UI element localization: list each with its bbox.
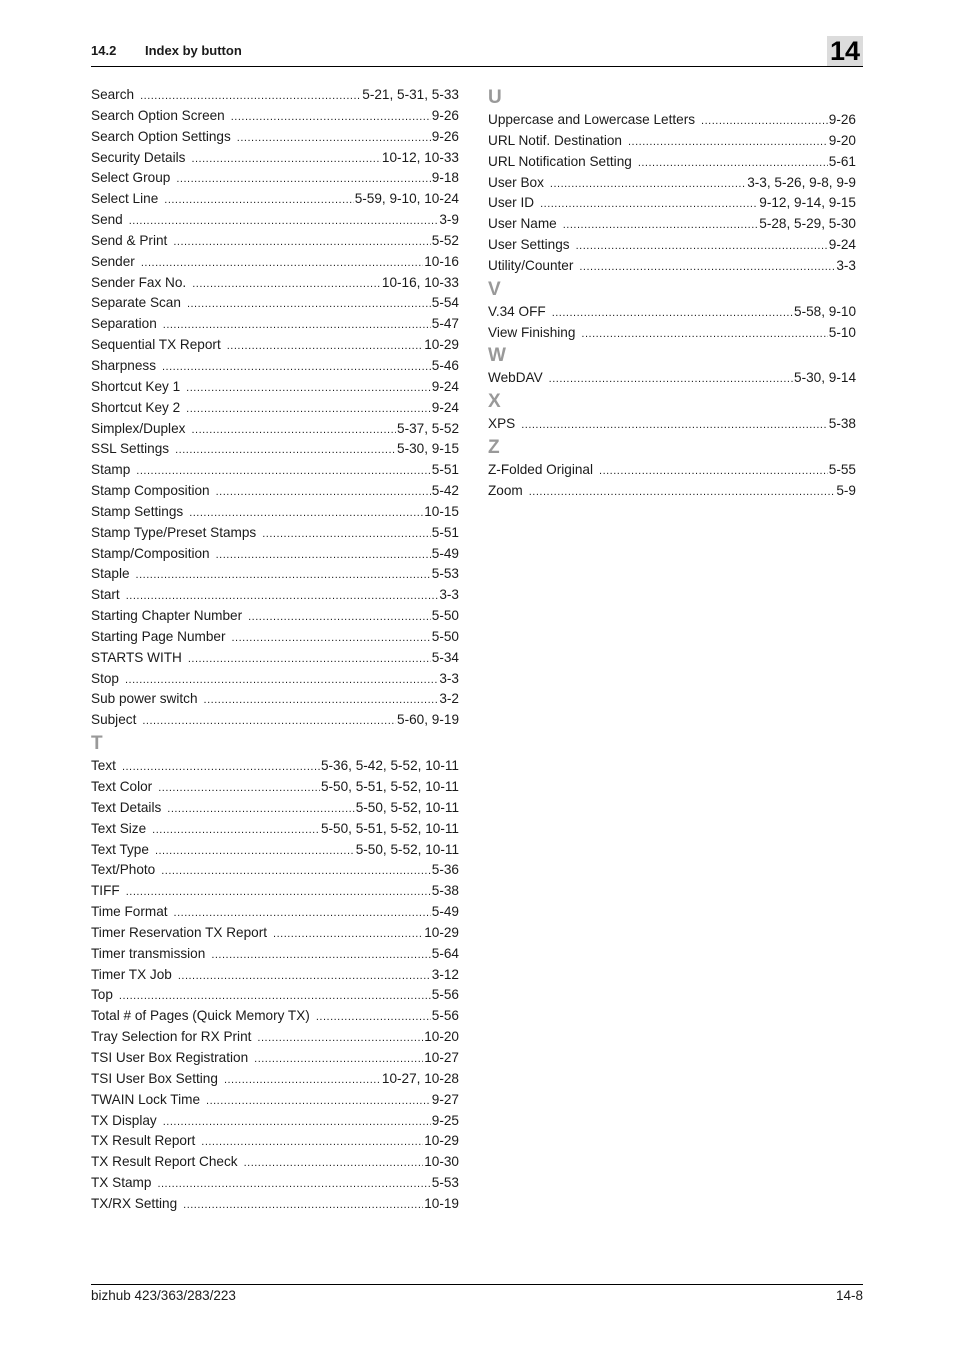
index-entry-term: Utility/Counter: [488, 257, 574, 273]
index-entry-term: Text Size: [91, 820, 147, 836]
index-letter-heading: W: [488, 345, 506, 367]
index-entry: [91, 1006, 459, 1027]
index-entry-term: STARTS WITH: [91, 649, 182, 665]
dot-leader: [189, 503, 423, 524]
index-letter-heading: V: [488, 278, 501, 300]
index-entry: [91, 1173, 459, 1194]
index-entry-pages: 5-61: [828, 153, 856, 169]
index-entry-term: View Finishing: [488, 324, 576, 340]
index-entry-term: User Name: [488, 216, 557, 232]
index-entry-pages: 3-3: [836, 257, 856, 273]
dot-leader: [211, 945, 430, 966]
dot-leader: [126, 586, 439, 607]
index-entry-pages: 3-3, 5-26, 9-8, 9-9: [747, 174, 856, 190]
index-entry: [91, 1152, 459, 1173]
index-entry: [91, 860, 459, 881]
index-entry: [91, 777, 459, 798]
index-entry: [91, 252, 459, 273]
index-entry-pages: 3-9: [439, 212, 459, 228]
dot-leader: [141, 253, 423, 274]
index-entry-pages: 9-26: [431, 107, 459, 123]
dot-leader: [257, 1028, 423, 1049]
index-entry-pages: 5-50, 5-52, 10-11: [355, 841, 459, 857]
dot-leader: [140, 86, 361, 107]
index-entry-pages: 5-51: [431, 524, 459, 540]
index-entry-pages: 5-53: [431, 1175, 459, 1191]
index-entry-term: Uppercase and Lowercase Letters: [488, 112, 696, 127]
dot-leader: [579, 257, 835, 278]
index-entry-pages: 3-2: [439, 691, 459, 707]
index-entry-term: Shortcut Key 1: [91, 378, 181, 394]
dot-leader: [142, 711, 396, 732]
index-entry: [91, 1111, 459, 1132]
index-entry: [91, 127, 459, 148]
index-entry-term: Total # of Pages (Quick Memory TX): [91, 1008, 310, 1024]
index-entry: [91, 419, 459, 440]
index-entry: [91, 335, 459, 356]
index-entry: [91, 106, 459, 127]
index-entry-pages: 5-36, 5-42, 5-52, 10-11: [320, 758, 459, 774]
dot-leader: [158, 778, 320, 799]
dot-leader: [167, 799, 354, 820]
index-entry: [91, 606, 459, 627]
index-entry-pages: 10-16, 10-33: [381, 274, 459, 290]
index-entry-pages: 9-26: [828, 112, 856, 127]
index-entry-term: User ID: [488, 195, 535, 211]
index-entry-pages: 5-47: [431, 316, 459, 332]
index-entry: [91, 523, 459, 544]
index-entry-term: Timer TX Job: [91, 966, 172, 982]
index-entry-pages: 5-9: [836, 482, 856, 498]
page-footer: [91, 1284, 863, 1307]
index-entry-pages: 5-64: [431, 945, 459, 961]
index-entry: [488, 173, 856, 194]
index-entry-term: Stamp Composition: [91, 483, 210, 499]
dot-leader: [186, 399, 431, 420]
index-column-left: [91, 85, 459, 1215]
dot-leader: [529, 482, 836, 503]
dot-leader: [164, 190, 353, 211]
index-entry-term: V.34 OFF: [488, 303, 546, 319]
index-entry-pages: 5-59, 9-10, 10-24: [354, 191, 459, 207]
dot-leader: [122, 757, 320, 778]
index-entry-term: XPS: [488, 416, 516, 432]
index-entry-pages: 5-30, 9-14: [794, 370, 856, 386]
dot-leader: [136, 565, 431, 586]
dot-leader: [155, 841, 355, 862]
index-entry-pages: 5-51: [431, 462, 459, 478]
index-letter-heading: X: [488, 391, 501, 413]
index-entry: [91, 627, 459, 648]
footer-page-number: 14-8: [835, 1288, 863, 1303]
index-entry-term: Stamp/Composition: [91, 545, 210, 561]
index-entry-term: TX Stamp: [91, 1175, 152, 1191]
index-entry-term: Separate Scan: [91, 295, 181, 311]
index-entry-term: Top: [91, 987, 113, 1003]
index-entry-term: TX/RX Setting: [91, 1195, 178, 1211]
index-entry-term: Security Details: [91, 149, 186, 165]
index-entry-pages: 5-54: [431, 295, 459, 311]
dot-leader: [191, 420, 396, 441]
index-entry: [91, 944, 459, 965]
dot-leader: [163, 315, 431, 336]
index-entry-pages: 5-50: [431, 628, 459, 644]
index-entry-term: Text/Photo: [91, 862, 156, 878]
index-entry-pages: 10-19: [424, 1195, 459, 1211]
chapter-number-tab: 14: [827, 36, 863, 66]
index-entry: [488, 323, 856, 344]
index-entry-term: Select Line: [91, 191, 159, 207]
index-entry: [91, 1194, 459, 1215]
index-entry-term: Tray Selection for RX Print: [91, 1029, 252, 1045]
index-entry-pages: 10-16: [424, 253, 459, 269]
index-entry-term: TX Display: [91, 1112, 157, 1128]
section-number: 14.2: [91, 43, 117, 58]
index-entry: [91, 564, 459, 585]
dot-leader: [204, 690, 439, 711]
index-entry-pages: 5-49: [431, 904, 459, 920]
dot-leader: [206, 1091, 431, 1112]
index-entry-pages: 5-50, 5-52, 10-11: [355, 799, 459, 815]
dot-leader: [316, 1007, 431, 1028]
index-entry-term: Search: [91, 87, 135, 102]
index-entry-term: Search Option Settings: [91, 128, 231, 144]
index-entry: [91, 356, 459, 377]
index-entry: [91, 168, 459, 189]
dot-leader: [540, 194, 758, 215]
index-entry: [91, 1048, 459, 1069]
dot-leader: [173, 232, 430, 253]
index-entry: [488, 481, 856, 502]
index-entry-term: Text Details: [91, 799, 162, 815]
dot-leader: [273, 924, 423, 945]
index-entry: [488, 235, 856, 256]
index-entry: [91, 293, 459, 314]
index-entry-term: Stamp Settings: [91, 503, 184, 519]
index-entry-pages: 5-49: [431, 545, 459, 561]
index-column-right: [488, 85, 856, 502]
index-entry: [91, 648, 459, 669]
index-entry-term: TX Result Report: [91, 1133, 196, 1149]
index-entry-pages: 9-27: [431, 1091, 459, 1107]
index-entry: [91, 460, 459, 481]
index-entry-term: WebDAV: [488, 370, 543, 386]
index-entry: [488, 368, 856, 389]
index-entry: [91, 544, 459, 565]
index-entry-pages: 9-25: [431, 1112, 459, 1128]
index-entry: [91, 840, 459, 861]
dot-leader: [163, 1112, 431, 1133]
index-entry: [488, 110, 856, 131]
index-entry-term: Zoom: [488, 482, 523, 498]
dot-leader: [563, 215, 759, 236]
dot-leader: [136, 461, 430, 482]
dot-leader: [162, 357, 431, 378]
index-entry: [91, 985, 459, 1006]
index-entry-term: Shortcut Key 2: [91, 399, 181, 415]
index-entry-term: Search Option Screen: [91, 107, 225, 123]
index-entry: [91, 585, 459, 606]
index-entry-term: Simplex/Duplex: [91, 420, 186, 436]
index-entry-term: Start: [91, 587, 120, 603]
index-entry: [91, 710, 459, 731]
index-entry-pages: 5-34: [431, 649, 459, 665]
dot-leader: [126, 882, 431, 903]
index-entry-term: Text Type: [91, 841, 149, 857]
index-entry: [91, 881, 459, 902]
index-entry: [91, 756, 459, 777]
index-entry-pages: 10-29: [424, 1133, 459, 1149]
index-entry: [91, 85, 459, 106]
dot-leader: [191, 149, 380, 170]
index-entry-pages: 5-46: [431, 357, 459, 373]
index-entry-pages: 10-27: [424, 1049, 459, 1065]
index-entry: [91, 377, 459, 398]
index-entry-pages: 9-24: [431, 399, 459, 415]
index-entry: [91, 1131, 459, 1152]
index-entry-pages: 5-38: [828, 416, 856, 432]
dot-leader: [183, 1195, 423, 1216]
index-entry-pages: 9-20: [828, 132, 856, 148]
index-entry: [91, 923, 459, 944]
index-entry-term: Subject: [91, 712, 137, 728]
index-entry: [91, 798, 459, 819]
index-entry-pages: 5-58, 9-10: [794, 303, 856, 319]
index-entry-term: TSI User Box Registration: [91, 1049, 249, 1065]
index-entry-term: Send & Print: [91, 232, 168, 248]
dot-leader: [244, 1153, 424, 1174]
index-entry-term: User Settings: [488, 237, 570, 253]
dot-leader: [576, 236, 828, 257]
index-entry: [91, 439, 459, 460]
index-entry-term: Text: [91, 758, 116, 774]
index-entry-term: Sub power switch: [91, 691, 198, 707]
dot-leader: [262, 524, 431, 545]
index-entry-pages: 10-15: [424, 503, 459, 519]
index-entry-term: Separation: [91, 316, 157, 332]
dot-leader: [174, 903, 431, 924]
index-entry: [91, 819, 459, 840]
index-entry-pages: 10-27, 10-28: [381, 1070, 459, 1086]
index-entry-term: Sender: [91, 253, 135, 269]
dot-leader: [521, 415, 828, 436]
index-entry-pages: 9-12, 9-14, 9-15: [759, 195, 856, 211]
index-entry: [488, 193, 856, 214]
index-entry-term: Select Group: [91, 170, 171, 186]
index-entry-pages: 10-29: [424, 924, 459, 940]
index-entry-pages: 5-38: [431, 883, 459, 899]
dot-leader: [248, 607, 431, 628]
index-entry: [91, 902, 459, 923]
dot-leader: [216, 482, 431, 503]
index-entry: [488, 214, 856, 235]
index-entry: [488, 302, 856, 323]
index-entry-pages: 10-29: [424, 337, 459, 353]
dot-leader: [188, 649, 431, 670]
index-entry: [91, 398, 459, 419]
index-entry-pages: 5-21, 5-31, 5-33: [362, 87, 459, 102]
index-entry: [91, 148, 459, 169]
index-entry-term: Z-Folded Original: [488, 462, 594, 478]
dot-leader: [161, 861, 431, 882]
dot-leader: [701, 111, 828, 132]
dot-leader: [157, 1174, 430, 1195]
index-entry-pages: 3-3: [439, 587, 459, 603]
dot-leader: [224, 1070, 381, 1091]
index-entry-term: URL Notification Setting: [488, 153, 632, 169]
dot-leader: [552, 303, 793, 324]
index-entry: [91, 314, 459, 335]
page-header: [91, 36, 863, 67]
index-entry-pages: 9-18: [431, 170, 459, 186]
dot-leader: [231, 107, 431, 128]
index-entry: [91, 669, 459, 690]
index-entry: [91, 1027, 459, 1048]
dot-leader: [237, 128, 431, 149]
index-entry: [488, 460, 856, 481]
dot-leader: [129, 211, 439, 232]
index-letter-heading: U: [488, 87, 502, 108]
index-entry-term: URL Notif. Destination: [488, 132, 622, 148]
index-entry: [91, 210, 459, 231]
dot-leader: [216, 545, 431, 566]
index-entry-term: Sequential TX Report: [91, 337, 221, 353]
dot-leader: [125, 670, 438, 691]
index-entry-pages: 5-50, 5-51, 5-52, 10-11: [320, 820, 459, 836]
index-entry-term: Stamp: [91, 462, 131, 478]
index-entry: [488, 131, 856, 152]
index-entry-pages: 5-42: [431, 483, 459, 499]
dot-leader: [549, 369, 793, 390]
dot-leader: [186, 378, 431, 399]
dot-leader: [638, 153, 828, 174]
index-entry-pages: 9-24: [828, 237, 856, 253]
index-entry: [91, 689, 459, 710]
index-entry-pages: 5-53: [431, 566, 459, 582]
index-entry-pages: 5-50: [431, 608, 459, 624]
index-entry-term: TSI User Box Setting: [91, 1070, 218, 1086]
footer-model-name: bizhub 423/363/283/223: [91, 1288, 236, 1303]
index-entry-term: TWAIN Lock Time: [91, 1091, 201, 1107]
index-entry-term: User Box: [488, 174, 544, 190]
index-entry: [91, 502, 459, 523]
index-entry-term: Send: [91, 212, 123, 228]
index-letter-heading: T: [91, 733, 103, 755]
dot-leader: [152, 820, 320, 841]
index-entry-pages: 10-12, 10-33: [381, 149, 459, 165]
index-entry: [91, 231, 459, 252]
index-entry-term: Time Format: [91, 904, 168, 920]
dot-leader: [550, 174, 746, 195]
index-entry-term: Sharpness: [91, 357, 156, 373]
index-entry-pages: 5-37, 5-52: [397, 420, 459, 436]
index-entry-term: TX Result Report Check: [91, 1154, 238, 1170]
dot-leader: [628, 132, 828, 153]
index-entry: [91, 1069, 459, 1090]
index-entry: [488, 414, 856, 435]
index-entry: [488, 256, 856, 277]
index-entry-pages: 5-60, 9-19: [397, 712, 459, 728]
index-entry-pages: 9-24: [431, 378, 459, 394]
index-entry: [488, 152, 856, 173]
dot-leader: [232, 628, 431, 649]
index-entry-pages: 3-12: [431, 966, 459, 982]
index-entry-term: Starting Page Number: [91, 628, 226, 644]
index-entry: [91, 189, 459, 210]
section-title: Index by button: [145, 43, 242, 58]
index-entry-pages: 10-30: [424, 1154, 459, 1170]
index-entry-pages: 10-20: [424, 1029, 459, 1045]
index-entry-pages: 5-50, 5-51, 5-52, 10-11: [320, 779, 459, 794]
index-entry-pages: 5-56: [431, 987, 459, 1003]
dot-leader: [176, 169, 430, 190]
index-entry: [91, 965, 459, 986]
index-entry-term: Starting Chapter Number: [91, 608, 243, 624]
dot-leader: [192, 274, 381, 295]
index-entry: [91, 481, 459, 502]
index-entry-pages: 5-10: [828, 324, 856, 340]
index-entry-pages: 5-55: [828, 462, 856, 478]
dot-leader: [187, 294, 431, 315]
index-entry-pages: 9-26: [431, 128, 459, 144]
dot-leader: [227, 336, 423, 357]
dot-leader: [119, 986, 431, 1007]
index-letter-heading: Z: [488, 437, 500, 459]
index-entry-pages: 5-52: [431, 232, 459, 248]
index-entry: [91, 1090, 459, 1111]
index-entry-term: Stamp Type/Preset Stamps: [91, 524, 257, 540]
dot-leader: [599, 461, 828, 482]
index-entry-term: SSL Settings: [91, 441, 170, 457]
dot-leader: [254, 1049, 423, 1070]
index-entry-pages: 5-36: [431, 862, 459, 878]
dot-leader: [201, 1132, 423, 1153]
index-entry-pages: 3-3: [439, 670, 459, 686]
index-entry-term: Sender Fax No.: [91, 274, 187, 290]
index-entry-term: TIFF: [91, 883, 120, 899]
index-entry-term: Text Color: [91, 779, 153, 794]
dot-leader: [175, 440, 396, 461]
index-entry-term: Timer Reservation TX Report: [91, 924, 268, 940]
index-entry: [91, 273, 459, 294]
index-entry-pages: 5-30, 9-15: [397, 441, 459, 457]
dot-leader: [178, 966, 431, 987]
index-entry-term: Staple: [91, 566, 130, 582]
index-entry-term: Stop: [91, 670, 119, 686]
dot-leader: [581, 324, 827, 345]
index-entry-term: Timer transmission: [91, 945, 206, 961]
index-entry-pages: 5-56: [431, 1008, 459, 1024]
index-entry-pages: 5-28, 5-29, 5-30: [759, 216, 856, 232]
